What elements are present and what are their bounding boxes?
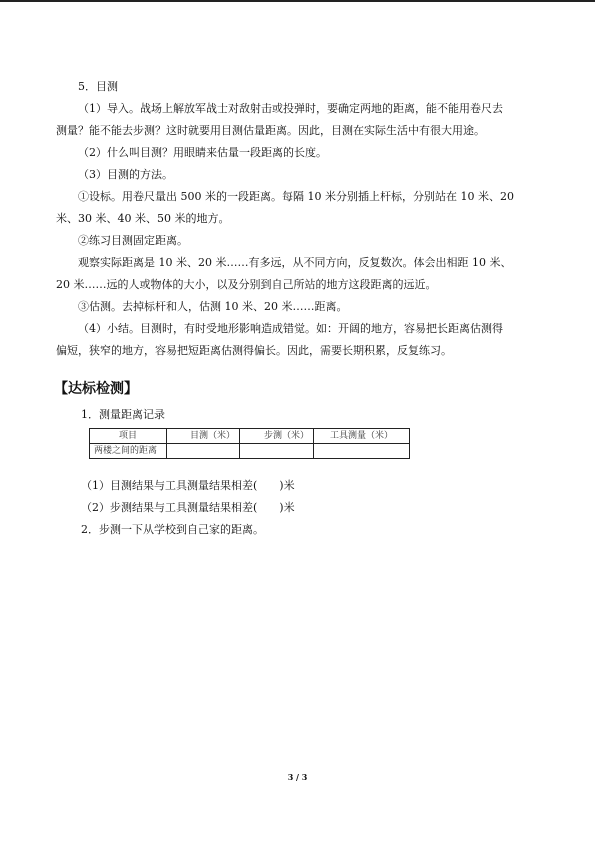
distance-record-table [89,428,410,459]
page-content [56,76,550,541]
table-header-cell: 目测（米） [167,429,240,444]
table-header-cell: 工具测量（米） [314,429,410,444]
paragraph-line: 测量？能不能去步测？这时就要用目测估量距离。因此，目测在实际生活中有很大用途。 [56,124,485,137]
page-number: 3 / 3 [287,772,308,782]
table-header-cell: 步测（米） [240,429,314,444]
question-1-sub-2: （2）步测结果与工具测量结果相差( )米 [81,501,295,514]
paragraph-line: （3）目测的方法。 [78,168,173,181]
table-header-row [90,429,410,444]
paragraph-line: ①设标。用卷尺量出 500 米的一段距离。每隔 10 米分别插上杆标，分别站在 10 米、20 [78,190,514,203]
paragraph-line: 米、30 米、40 米、50 米的地方。 [56,212,230,225]
paragraph-line: ②练习目测固定距离。 [78,234,188,247]
question-2: 2．步测一下从学校到自己家的距离。 [81,523,264,536]
table-row [90,444,410,459]
question-1-title: 1．测量距离记录 [81,408,165,421]
question-1-sub-1: （1）目测结果与工具测量结果相差( )米 [81,479,295,492]
section-title: 【达标检测】 [54,381,138,397]
paragraph-line: （4）小结。目测时，有时受地形影响造成错觉。如：开阔的地方，容易把长距离估测得 [78,322,503,335]
paragraph-line: （1）导入。战场上解放军战士对敌射击或投弹时，要确定两地的距离，能不能用卷尺去 [78,102,503,115]
table-cell-blank[interactable] [167,444,240,459]
paragraph-line: 偏短，狭窄的地方，容易把短距离估测得偏长。因此，需要长期积累，反复练习。 [56,344,452,357]
paragraph-line: ③估测。去掉标杆和人，估测 10 米、20 米……距离。 [78,300,348,313]
paragraph-line: 观察实际距离是 10 米、20 米……有多远，从不同方向，反复数次。体会出相距 10 米、 [78,256,512,269]
header-rule [0,0,595,2]
paragraph-line: 20 米……远的人或物体的大小，以及分别到自己所站的地方这段距离的远近。 [56,278,437,291]
paragraph-line: （2）什么叫目测？用眼睛来估量一段距离的长度。 [78,146,327,159]
table-cell-blank[interactable] [240,444,314,459]
table-header-cell: 项目 [90,429,167,444]
section-heading: 5．目测 [78,80,118,93]
table-cell: 两楼之间的距离 [90,444,167,459]
table-cell-blank[interactable] [314,444,410,459]
